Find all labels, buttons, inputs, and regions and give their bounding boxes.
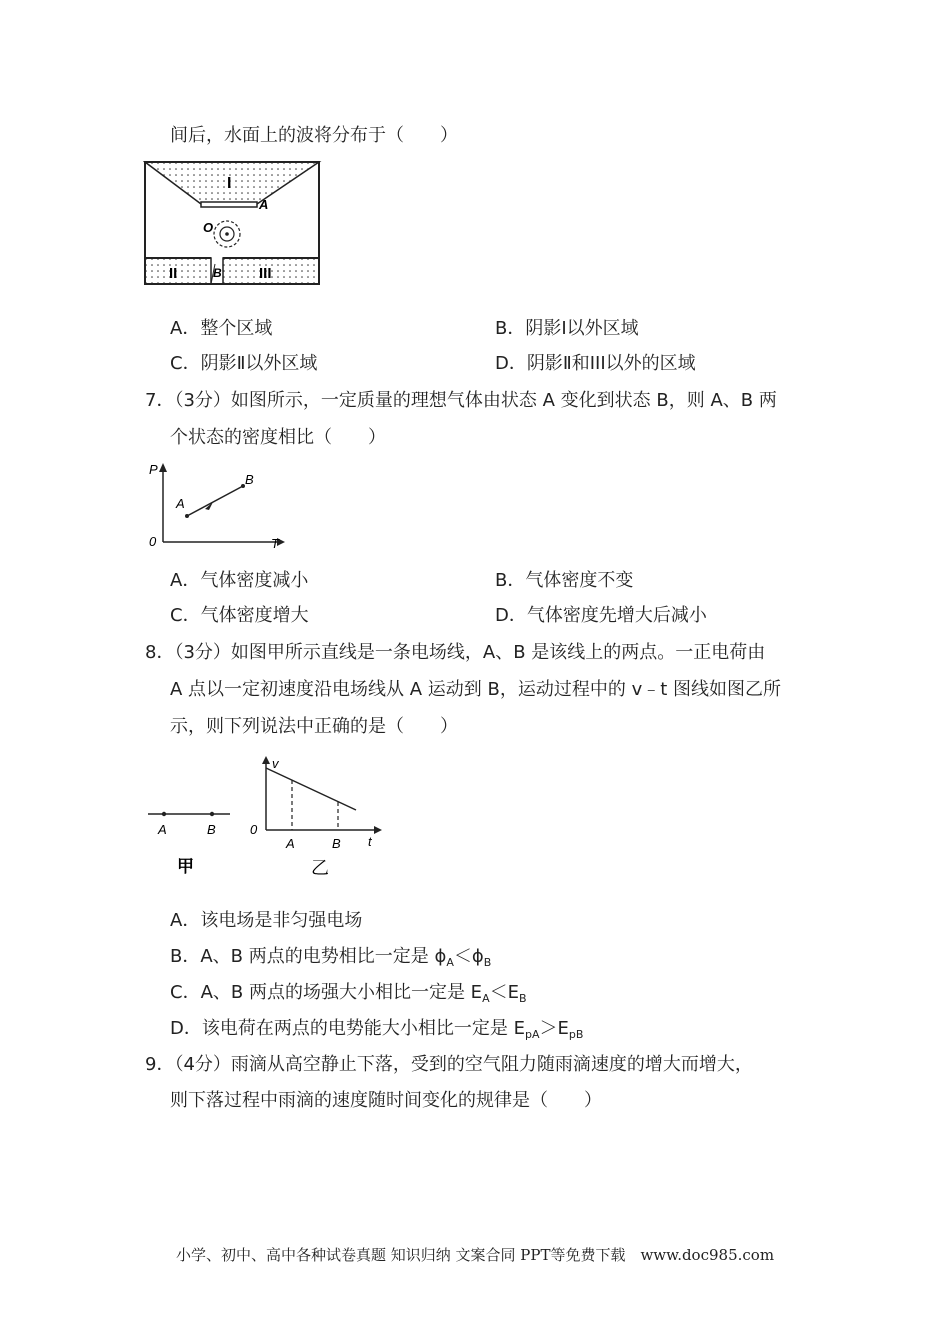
q6-text-tail: 间后，水面上的波将分布于（ ）	[170, 125, 458, 146]
origin-label: 0	[149, 534, 157, 549]
q7-option-d[interactable]: D．气体密度先增大后减小	[495, 605, 707, 626]
point-b-label: B	[207, 822, 216, 837]
point-a-label: A	[158, 822, 167, 837]
label-region-3: III	[259, 265, 272, 282]
q6-option-c[interactable]: C．阴影Ⅱ以外区域	[170, 353, 318, 374]
q8-option-d[interactable]: D．该电荷在两点的电势能大小相比一定是 $E_{pA}>E_{pB}$	[170, 1018, 584, 1041]
axis-v-label: v	[272, 756, 279, 771]
tick-b-label: B	[332, 836, 341, 851]
q8-field-line-figure	[143, 798, 238, 878]
q8-option-b[interactable]: B．A、B 两点的电势相比一定是 $\phi_A<\phi_B$	[170, 946, 492, 969]
q7-option-a[interactable]: A．气体密度减小	[170, 570, 309, 591]
q7-option-c[interactable]: C．气体密度增大	[170, 605, 309, 626]
tick-a-label: A	[286, 836, 295, 851]
label-region-2: II	[169, 265, 178, 282]
origin-label: 0	[250, 822, 258, 837]
q8-stem-line-3: 示，则下列说法中正确的是（ ）	[170, 716, 458, 737]
q7-stem-line-1: 7．（3分）如图所示，一定质量的理想气体由状态 A 变化到状态 B，则 A、B 两	[145, 390, 777, 411]
q7-pt-graph	[143, 458, 288, 552]
q6-option-a[interactable]: A．整个区域	[170, 318, 273, 339]
velocity-line	[266, 768, 356, 810]
shadow-region-1	[145, 162, 319, 204]
q7-option-b[interactable]: B．气体密度不变	[495, 570, 634, 591]
point-a-dot	[162, 812, 166, 816]
q9-stem-line-2: 则下落过程中雨滴的速度随时间变化的规律是（ ）	[170, 1090, 602, 1111]
point-b-dot	[210, 812, 214, 816]
point-b-label: B	[245, 472, 254, 487]
q7-stem-line-2: 个状态的密度相比（ ）	[170, 427, 386, 448]
page-footer: 小学、初中、高中各种试卷真题 知识归纳 文案合同 PPT等免费下载 www.doc985.com	[175, 1246, 775, 1264]
axis-t-label: t	[368, 834, 372, 849]
point-a-label: A	[176, 496, 185, 511]
label-b: B	[213, 266, 222, 280]
barrier-a	[201, 202, 257, 207]
q8-option-a[interactable]: A．该电场是非匀强电场	[170, 910, 363, 931]
state-a-point	[185, 514, 189, 518]
label-region-1: I	[227, 175, 232, 192]
process-line-ab	[187, 486, 243, 516]
label-a: A	[259, 197, 269, 212]
shadow-region-2	[145, 258, 211, 284]
wave-source-dot	[225, 232, 229, 236]
axis-t-label: T	[271, 536, 279, 551]
q8-stem-line-2: A 点以一定初速度沿电场线从 A 运动到 B，运动过程中的 v﹣t 图线如图乙所	[170, 679, 782, 700]
q8-vt-graph	[246, 752, 388, 880]
q8-stem-line-1: 8．（3分）如图甲所示直线是一条电场线，A、B 是该线上的两点。一正电荷由	[145, 642, 766, 663]
label-o: O	[203, 220, 214, 235]
q6-wave-figure	[143, 160, 323, 288]
figure-yi-caption: 乙	[311, 858, 329, 878]
q6-option-b[interactable]: B．阴影Ⅰ以外区域	[495, 318, 639, 339]
q8-option-c[interactable]: C．A、B 两点的场强大小相比一定是 $E_A<E_B$	[170, 982, 527, 1005]
q9-stem-line-1: 9．（4分）雨滴从高空静止下落，受到的空气阻力随雨滴速度的增大而增大，	[145, 1054, 753, 1075]
q6-option-d[interactable]: D．阴影Ⅱ和III以外的区域	[495, 353, 696, 374]
figure-jia-caption: 甲	[177, 857, 194, 876]
axis-p-label: P	[149, 462, 158, 477]
